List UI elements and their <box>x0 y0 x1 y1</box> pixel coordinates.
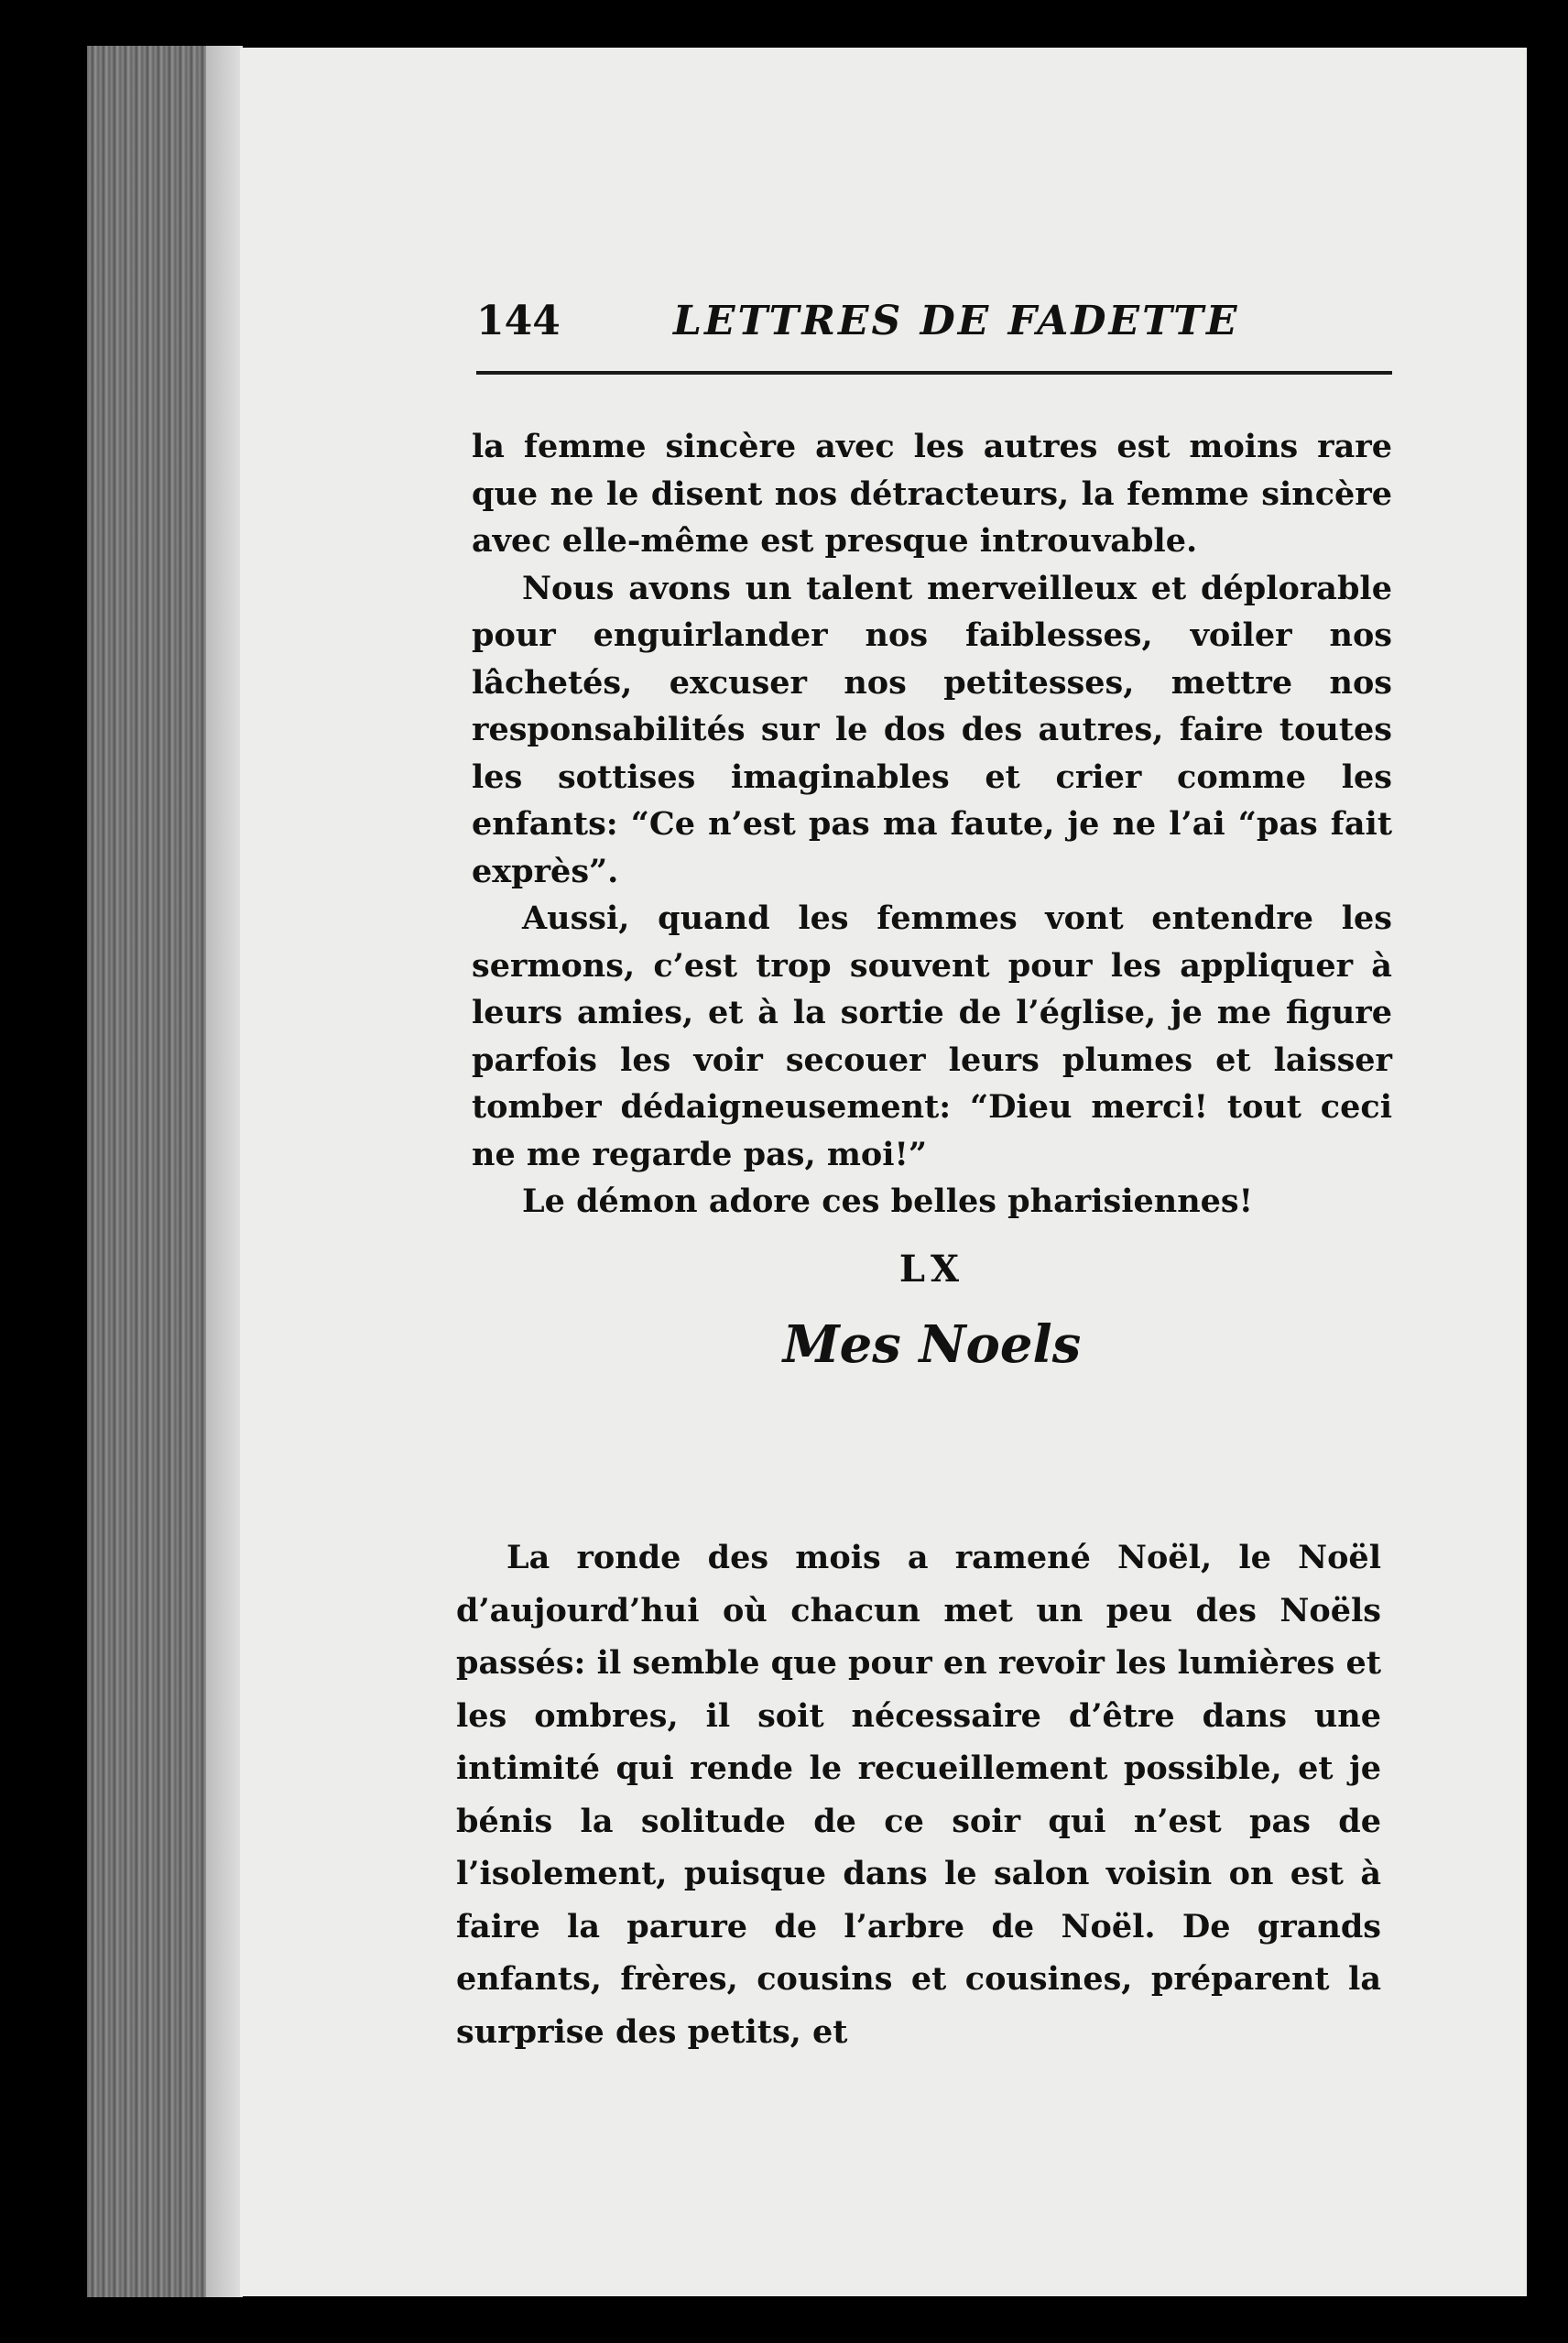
header-rule <box>476 371 1392 375</box>
section-number: LX <box>898 1247 965 1291</box>
paragraph: La ronde des mois a ramené Noël, le Noël d’aujourd’hui où chacun met un peu des Noëls passés: il semble que pour en revoir les lumières et les ombres, il soit nécessaire d’être dans une intimité qui rende le recueillement possible, et je bénis la solitude de ce soir qui n’est pas de l’isolement, puisque dans le salon voisin on est à faire la parure de l’arbre de Noël. De grands enfants, frères, cousins et cousines, préparent la surprise des petits, et <box>456 1539 1381 2051</box>
paragraph: Le démon adore ces belles pharisiennes! <box>522 1182 1253 1220</box>
paragraph: Aussi, quand les femmes vont entendre les sermons, c’est trop souvent pour les appliquer à leurs amies, et à la sortie de l’église, je me figure parfois les voir secouer leurs plumes et laisser tomber dédaigneusement: “Dieu merci! tout ceci ne me regarde pas, moi!” <box>472 899 1392 1173</box>
page-header <box>476 298 1392 362</box>
page-stack-edge <box>206 46 243 2297</box>
paragraph: Nous avons un talent merveilleux et déplorable pour enguirlander nos faiblesses, voiler nos lâchetés, excuser nos petitesses, mettre nos responsabilités sur le dos des autres, faire toutes les sottises imaginables et crier comme les enfants: “Ce n’est pas ma faute, je ne l’ai “pas fait exprès”. <box>472 569 1392 890</box>
paragraph: la femme sincère avec les autres est moins rare que ne le disent nos détracteurs, la femme sincère avec elle-même est presque introuvable. <box>472 428 1392 560</box>
body-text-bottom <box>456 1531 1381 2058</box>
body-text-top <box>472 423 1392 1401</box>
section-title: Mes Noels <box>782 1313 1082 1375</box>
running-title: LETTRES DE FADETTE <box>673 298 1240 344</box>
page-number: 144 <box>476 298 561 344</box>
